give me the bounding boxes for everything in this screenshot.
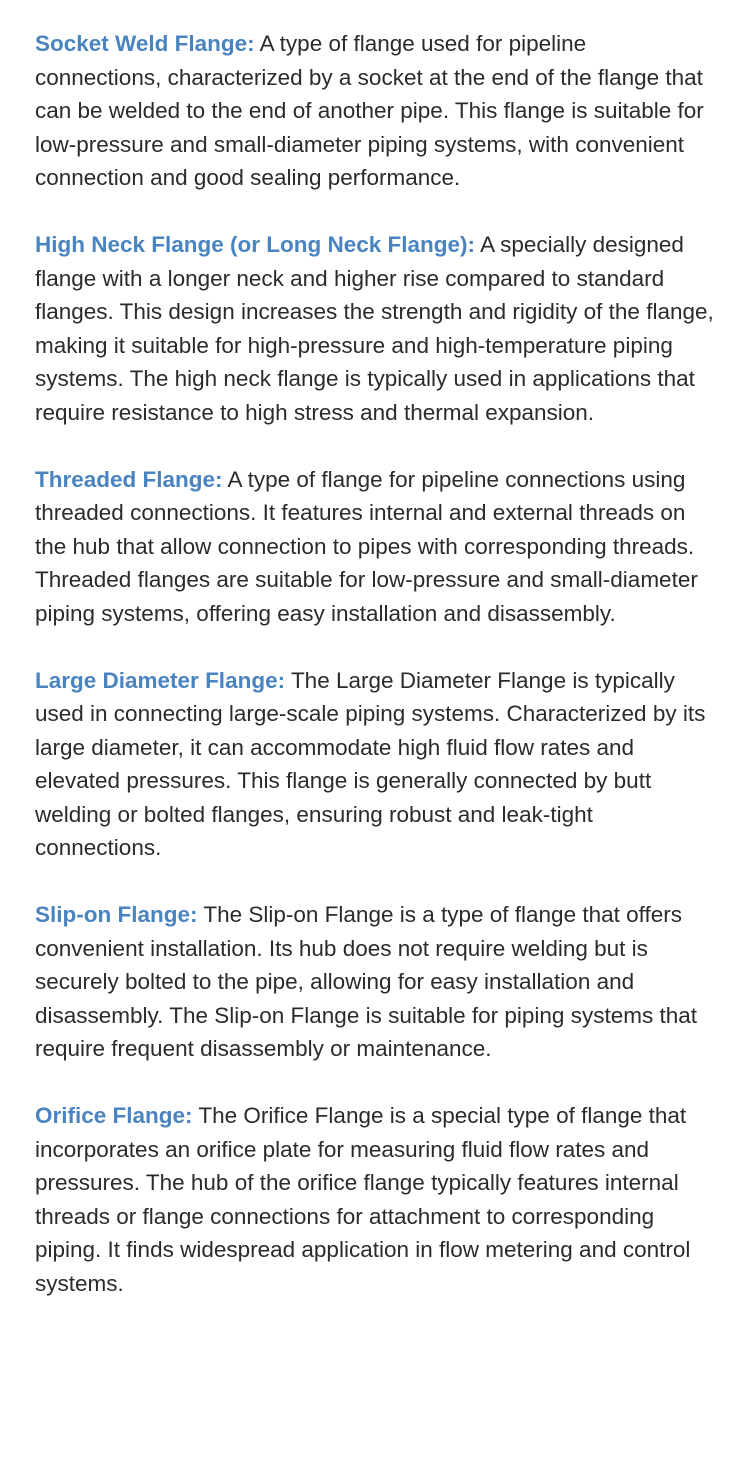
entry-high-neck-flange [35, 228, 715, 429]
term-description: The Orifice Flange is a special type of flange that incorporates an orifice plate for measuring fluid flow rates and pressures. The hub of the orifice flange typically features internal threads or flange connections for attachment to corresponding piping. It finds widespread application in flow metering and control systems. [35, 1103, 691, 1296]
entry-slip-on-flange [35, 898, 715, 1066]
term-heading: Slip-on Flange: [35, 902, 198, 927]
term-heading: Large Diameter Flange: [35, 667, 286, 693]
term-description: The Large Diameter Flange is typically used in connecting large-scale piping systems. Characterized by its large diameter, it can accommodate high fluid flow rates and elevated pressures. This flange is generally connected by butt welding or bolted flanges, ensuring robust and leak-tight connections. [35, 667, 706, 860]
entry-large-diameter-flange [35, 664, 715, 865]
term-heading: Orifice Flange: [35, 1103, 193, 1128]
term-description: A type of flange for pipeline connections using threaded connections. It features internal and external threads on the hub that allow connection to pipes with corresponding threads. Threaded flanges are suitable for low-pressure and small-diameter piping systems, offering easy installation and disassembly. [35, 466, 698, 626]
entry-socket-weld-flange [35, 27, 715, 195]
term-description: The Slip-on Flange is a type of flange that offers convenient installation. Its hub does not require welding but is securely bolted to the pipe, allowing for easy installation and disassembly. The Slip-on Flange is suitable for piping systems that require frequent disassembly or maintenance. [35, 902, 697, 1061]
term-heading: Socket Weld Flange: [35, 31, 255, 56]
term-heading: Threaded Flange: [35, 466, 223, 492]
entry-threaded-flange [35, 463, 715, 631]
term-heading: High Neck Flange (or Long Neck Flange): [35, 232, 476, 257]
term-description: A specially designed flange with a longer neck and higher rise compared to standard flanges. This design increases the strength and rigidity of the flange, making it suitable for high-pressure and high-temperature piping systems. The high neck flange is typically used in applications that require resistance to high stress and thermal expansion. [35, 232, 714, 425]
entry-orifice-flange [35, 1099, 715, 1300]
term-description: A type of flange used for pipeline connections, characterized by a socket at the end of the flange that can be welded to the end of another pipe. This flange is suitable for low-pressure and small-diameter piping systems, with convenient connection and good sealing performance. [35, 31, 704, 190]
